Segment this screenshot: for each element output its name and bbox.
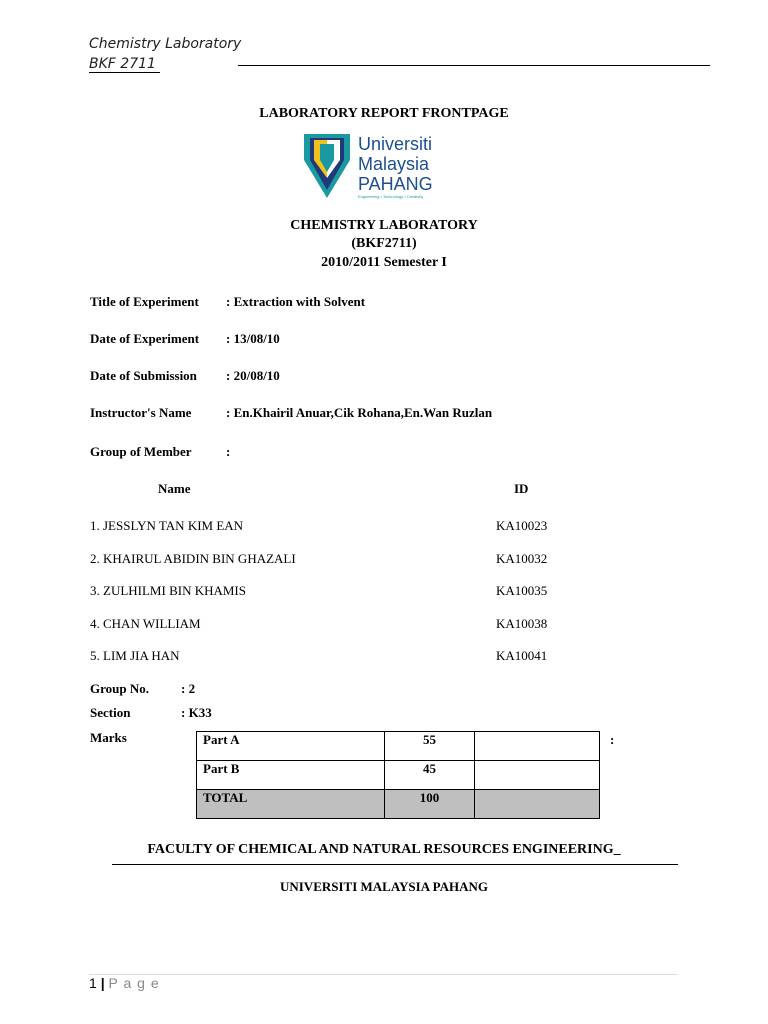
marks-score: 55 [385, 732, 475, 761]
field-label-title: Title of Experiment [90, 294, 199, 309]
course-code: (BKF2711) [351, 236, 417, 251]
marks-score: 45 [385, 761, 475, 790]
member-name: 5. LIM JIA HAN [90, 648, 180, 663]
field-label-date-submission: Date of Submission [90, 368, 197, 383]
faculty-rule [112, 864, 678, 865]
member-name: 4. CHAN WILLIAM [90, 616, 201, 631]
field-value-group-member: : [226, 444, 231, 459]
page-separator: | [100, 975, 105, 991]
footer-page [89, 975, 160, 991]
page-number: 1 [89, 975, 97, 991]
university-logo [300, 130, 460, 202]
member-id: KA10035 [496, 583, 548, 598]
member-id: KA10038 [496, 616, 548, 631]
marks-trailing-colon: : [610, 732, 615, 747]
field-label-date-experiment: Date of Experiment [90, 331, 200, 346]
header-course-name: Chemistry Laboratory [89, 36, 242, 52]
header-course-code: BKF 2711 [89, 56, 156, 72]
members-header-name: Name [158, 481, 191, 496]
table-row [197, 732, 600, 761]
member-id: KA10041 [496, 648, 548, 663]
page-title: LABORATORY REPORT FRONTPAGE [259, 106, 509, 121]
marks-blank-cell [475, 732, 600, 761]
marks-total-label: TOTAL [197, 790, 385, 819]
faculty-name: FACULTY OF CHEMICAL AND NATURAL RESOURCES ENGINEERING_ [147, 842, 621, 857]
members-header-id: ID [514, 481, 529, 496]
footer-rule [89, 974, 678, 975]
header-rule [238, 65, 710, 66]
group-value: : 2 [181, 681, 196, 696]
logo-text-pahang: PAHANG [358, 174, 433, 194]
header-rule-short [89, 72, 160, 73]
marks-blank-cell [475, 790, 600, 819]
course-semester: 2010/2011 Semester I [321, 255, 447, 270]
marks-table [196, 731, 600, 819]
field-value-date-submission: : 20/08/10 [226, 368, 280, 383]
member-name: 2. KHAIRUL ABIDIN BIN GHAZALI [90, 551, 296, 566]
marks-total-score: 100 [385, 790, 475, 819]
marks-part: Part B [197, 761, 385, 790]
table-row [197, 761, 600, 790]
section-value: : K33 [181, 705, 212, 720]
section-label: Section [90, 705, 131, 720]
logo-text-malaysia: Malaysia [358, 154, 430, 174]
marks-blank-cell [475, 761, 600, 790]
marks-part: Part A [197, 732, 385, 761]
field-value-date-experiment: : 13/08/10 [226, 331, 280, 346]
member-id: KA10032 [496, 551, 548, 566]
member-name: 1. JESSLYN TAN KIM EAN [90, 518, 244, 533]
field-value-instructor: : En.Khairil Anuar,Cik Rohana,En.Wan Ruzlan [226, 405, 493, 420]
group-label: Group No. [90, 681, 149, 696]
logo-tagline: Engineering • Technology • Creativity [358, 194, 424, 199]
field-value-title: : Extraction with Solvent [226, 294, 366, 309]
member-id: KA10023 [496, 518, 548, 533]
field-label-group-member: Group of Member [90, 444, 192, 459]
marks-label: Marks [90, 730, 127, 745]
course-name: CHEMISTRY LABORATORY [290, 218, 478, 233]
page-word: P a g e [108, 975, 160, 991]
university-name: UNIVERSITI MALAYSIA PAHANG [279, 879, 489, 894]
logo-text-universiti: Universiti [358, 134, 433, 154]
field-label-instructor: Instructor's Name [90, 405, 192, 420]
member-name: 3. ZULHILMI BIN KHAMIS [90, 583, 246, 598]
table-row [197, 790, 600, 819]
